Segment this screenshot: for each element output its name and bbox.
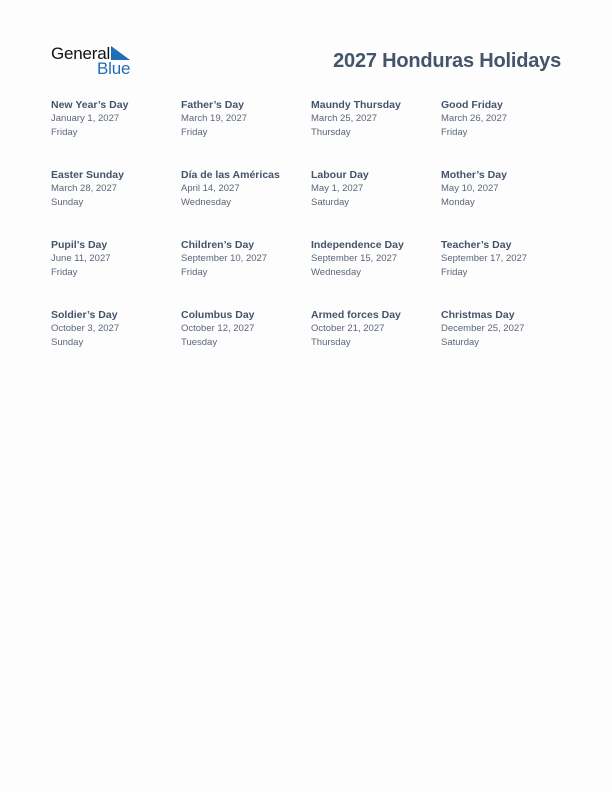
logo-text-general: General bbox=[51, 44, 111, 63]
holiday-item bbox=[51, 308, 181, 378]
holiday-date: June 11, 2027 bbox=[51, 253, 111, 264]
holiday-date: March 28, 2027 bbox=[51, 183, 118, 194]
holiday-item bbox=[181, 238, 311, 308]
holiday-date: September 17, 2027 bbox=[441, 253, 528, 264]
holiday-name: Maundy Thursday bbox=[311, 99, 401, 111]
holiday-date: March 26, 2027 bbox=[441, 113, 508, 124]
generalblue-logo bbox=[51, 44, 133, 78]
holiday-name: Independence Day bbox=[311, 239, 404, 251]
holiday-item bbox=[441, 238, 571, 308]
holiday-date: January 1, 2027 bbox=[51, 113, 120, 124]
holiday-name: Labour Day bbox=[311, 169, 369, 181]
holiday-name: Armed forces Day bbox=[311, 309, 401, 321]
holiday-date: March 19, 2027 bbox=[181, 113, 248, 124]
holiday-name: Children’s Day bbox=[181, 239, 255, 251]
logo-text-blue: Blue bbox=[97, 59, 131, 78]
holiday-weekday: Thursday bbox=[311, 126, 351, 138]
holiday-name: Good Friday bbox=[441, 99, 503, 111]
holiday-weekday: Saturday bbox=[441, 336, 480, 348]
holiday-date: March 25, 2027 bbox=[311, 113, 378, 124]
holiday-item bbox=[441, 168, 571, 238]
holiday-weekday: Friday bbox=[441, 126, 468, 138]
holiday-date: October 21, 2027 bbox=[311, 323, 385, 334]
holiday-weekday: Thursday bbox=[311, 336, 351, 348]
holiday-item bbox=[51, 168, 181, 238]
holiday-weekday: Friday bbox=[51, 266, 78, 278]
holiday-name: Día de las Américas bbox=[181, 169, 280, 181]
holiday-item bbox=[311, 98, 441, 168]
holiday-date: October 12, 2027 bbox=[181, 323, 255, 334]
holiday-date: April 14, 2027 bbox=[181, 183, 240, 194]
holiday-item bbox=[51, 238, 181, 308]
holiday-name: Teacher’s Day bbox=[441, 239, 512, 251]
holiday-date: October 3, 2027 bbox=[51, 323, 120, 334]
holiday-date: May 10, 2027 bbox=[441, 183, 499, 194]
holiday-name: Christmas Day bbox=[441, 309, 515, 321]
holiday-name: New Year’s Day bbox=[51, 99, 129, 111]
holiday-item bbox=[311, 238, 441, 308]
holiday-weekday: Saturday bbox=[311, 196, 350, 208]
holiday-weekday: Wednesday bbox=[311, 266, 361, 278]
holiday-weekday: Sunday bbox=[51, 196, 84, 208]
page-title: 2027 Honduras Holidays bbox=[333, 50, 561, 72]
holiday-weekday: Tuesday bbox=[181, 336, 218, 348]
holiday-item bbox=[181, 98, 311, 168]
holiday-weekday: Wednesday bbox=[181, 196, 231, 208]
holiday-item bbox=[181, 308, 311, 378]
holiday-item bbox=[441, 308, 571, 378]
holiday-name: Mother’s Day bbox=[441, 169, 507, 181]
holiday-date: September 15, 2027 bbox=[311, 253, 398, 264]
holiday-item bbox=[441, 98, 571, 168]
holiday-date: December 25, 2027 bbox=[441, 323, 525, 334]
holiday-name: Easter Sunday bbox=[51, 169, 124, 181]
holiday-name: Pupil’s Day bbox=[51, 239, 108, 251]
holiday-weekday: Monday bbox=[441, 196, 475, 208]
blue-triangle-icon bbox=[111, 46, 130, 60]
holiday-weekday: Friday bbox=[181, 126, 208, 138]
holiday-date: May 1, 2027 bbox=[311, 183, 364, 194]
holiday-grid bbox=[51, 98, 571, 378]
holiday-weekday: Friday bbox=[441, 266, 468, 278]
holiday-item bbox=[181, 168, 311, 238]
holiday-date: September 10, 2027 bbox=[181, 253, 268, 264]
holiday-item bbox=[51, 98, 181, 168]
holiday-item bbox=[311, 168, 441, 238]
holiday-name: Father’s Day bbox=[181, 99, 245, 111]
holiday-item bbox=[311, 308, 441, 378]
holiday-weekday: Sunday bbox=[51, 336, 84, 348]
holiday-weekday: Friday bbox=[181, 266, 208, 278]
holiday-name: Columbus Day bbox=[181, 309, 255, 321]
holiday-weekday: Friday bbox=[51, 126, 78, 138]
holiday-name: Soldier’s Day bbox=[51, 309, 118, 321]
